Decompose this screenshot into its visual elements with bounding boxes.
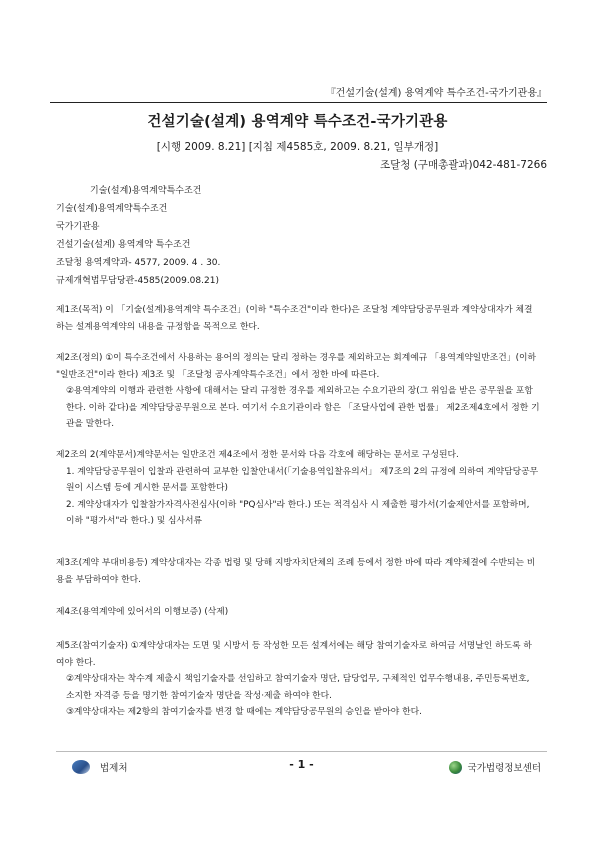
article-2-para-2: ②용역계약의 이행과 관련한 사항에 대해서는 달리 규정한 경우를 제외하고는 수요기관의 장(그 위임을 받은 공무원을 포함한다. 이하 같다)을 계약담당공무원으로 본다. 여기서 수요기관이라 함은 「조달사업에 관한 법률」 제2조제4호에서 정한 기관을 말한다. bbox=[66, 386, 540, 429]
meta-block bbox=[56, 182, 220, 290]
article-5 bbox=[56, 638, 540, 721]
meta-line: 기술(설계)용역계약특수조건 bbox=[56, 204, 168, 214]
page-number: - 1 - bbox=[289, 758, 314, 771]
article-2-para-1: 제2조(정의) ①이 특수조건에서 사용하는 용어의 정의는 달리 정하는 경우를 제외하고는 회계예규 「용역계약일반조건」(이하 "일반조건"이라 한다) 제3조 및 「조달청 공사계약특수조건」에서 정한 바에 따른다. bbox=[56, 353, 537, 380]
article-5-para-1: 제5조(참여기술자) ①계약상대자는 도면 및 시방서 등 작성한 모든 설계서에는 해당 참여기술자로 하여금 서명날인 하도록 하여야 한다. bbox=[56, 641, 532, 668]
running-header: 『건설기술(설계) 용역계약 특수조건-국가기관용』 bbox=[50, 84, 547, 103]
article-1: 제1조(목적) 이 「기술(설계)용역계약 특수조건」(이하 "특수조건"이라 한다)은 조달청 계약담당공무원과 계약상대자가 체결하는 설계용역계약의 내용을 규정함을 목적으로 한다. bbox=[56, 305, 533, 332]
article-2 bbox=[56, 350, 540, 433]
footer-left-label: 법제처 bbox=[100, 763, 128, 774]
meta-line: 건설기술(설계) 용역계약 특수조건 bbox=[56, 240, 191, 250]
article-4: 제4조(용역계약에 있어서의 이행보증) (삭제) bbox=[56, 607, 229, 617]
meta-line: 국가기관용 bbox=[56, 222, 100, 232]
law-center-logo-icon bbox=[449, 761, 462, 774]
article-2-2 bbox=[56, 447, 540, 530]
agency-contact: 조달청 (구매총괄과)042-481-7266 bbox=[379, 159, 547, 171]
page-footer bbox=[56, 751, 547, 778]
article-3: 제3조(계약 부대비용등) 계약상대자는 각종 법령 및 당해 지방자치단체의 조례 등에서 정한 바에 따라 계약체결에 수반되는 비용을 부담하여야 한다. bbox=[56, 558, 536, 585]
footer-right bbox=[449, 760, 541, 774]
meta-line: 규제개혁법무담당관-4585(2009.08.21) bbox=[56, 276, 219, 286]
meta-line: 조달청 용역계약과- 4577, 2009. 4 . 30. bbox=[56, 258, 221, 268]
article-2-2-item-1: 1. 계약담당공무원이 입찰과 관련하여 교부한 입찰안내서(「기술용역입찰유의서」 제7조의 2의 규정에 의하여 계약담당공무원이 시스템 등에 게시한 문서를 포함한다) bbox=[66, 466, 539, 493]
article-2-2-intro: 제2조의 2(계약문서)계약문서는 일반조건 제4조에서 정한 문서와 다음 각호에 해당하는 문서로 구성된다. bbox=[56, 450, 459, 460]
meta-line: 기술(설계)용역계약특수조건 bbox=[90, 186, 202, 196]
document-title: 건설기술(설계) 용역계약 특수조건-국가기관용 bbox=[147, 114, 448, 130]
footer-right-label: 국가법령정보센터 bbox=[467, 763, 541, 774]
article-5-para-2: ②계약상대자는 착수계 제출시 책임기술자를 선임하고 참여기술자 명단, 담당업무, 구체적인 업무수행내용, 주민등록번호, 소지한 자격증 등을 명기한 참여기술자 명단을 작성·제출 하여야 한다. bbox=[66, 674, 530, 701]
article-5-para-3: ③계약상대자는 제2항의 참여기술자를 변경 할 때에는 계약담당공무원의 승인을 받아야 한다. bbox=[66, 707, 422, 717]
article-2-2-item-2: 2. 계약상대자가 입찰참가자격사전심사(이하 "PQ심사"라 한다.) 또는 적격심사 시 제출한 평가서(기술제안서를 포함하며, 이하 "평가서"라 한다.) 및 심사서류 bbox=[66, 499, 530, 526]
enforcement-info: [시행 2009. 8.21] [지침 제4585호, 2009. 8.21, 일부개정] bbox=[156, 141, 439, 153]
